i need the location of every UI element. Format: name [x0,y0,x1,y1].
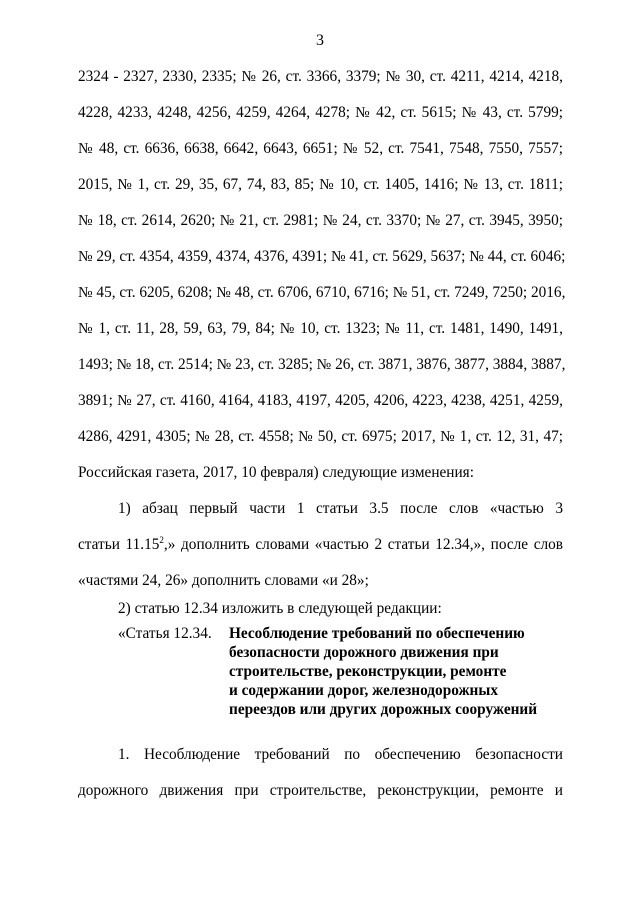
page-number: 3 [316,32,324,49]
article-title-line: безопасности дорожного движения при [229,644,499,661]
paragraph-line: дорожного движения при строительстве, реконструкции, ремонте и [78,782,563,799]
article-label: «Статья 12.34. [118,625,212,642]
article-title-line: переездов или других дорожных сооружений [229,701,538,718]
item-2-line: 2) статью 12.34 изложить в следующей редакции: [118,600,442,617]
paragraph-line: 1. Несоблюдение требований по обеспечению безопасности [118,746,563,763]
body-text-line: 4286, 4291, 4305; № 28, ст. 4558; № 50, ст. 6975; 2017, № 1, ст. 12, 31, 47; [78,428,563,445]
body-text-line: 1493; № 18, ст. 2514; № 23, ст. 3285; № 26, ст. 3871, 3876, 3877, 3884, 3887, [78,356,566,373]
body-text-line: № 48, ст. 6636, 6638, 6642, 6643, 6651; № 52, ст. 7541, 7548, 7550, 7557; [78,140,563,157]
body-text-line: 3891; № 27, ст. 4160, 4164, 4183, 4197, 4205, 4206, 4223, 4238, 4251, 4259, [78,392,563,409]
body-text-line: 4228, 4233, 4248, 4256, 4259, 4264, 4278; № 42, ст. 5615; № 43, ст. 5799; [78,104,563,121]
article-title-line: и содержании дорог, железнодорожных [229,682,498,699]
body-text-line: 2015, № 1, ст. 29, 35, 67, 74, 83, 85; № 10, ст. 1405, 1416; № 13, ст. 1811; [78,176,563,193]
body-text-line: № 29, ст. 4354, 4359, 4374, 4376, 4391; № 41, ст. 5629, 5637; № 44, ст. 6046; [78,248,566,265]
body-text-line: 2324 - 2327, 2330, 2335; № 26, ст. 3366, 3379; № 30, ст. 4211, 4214, 4218, [78,68,563,85]
body-text-line: № 18, ст. 2614, 2620; № 21, ст. 2981; № 24, ст. 3370; № 27, ст. 3945, 3950; [78,212,563,229]
item-1-line: 1) абзац первый части 1 статьи 3.5 после слов «частью 3 [118,500,563,517]
item-1-line [78,535,563,555]
article-title-line: Несоблюдение требований по обеспечению [229,625,525,642]
body-text-line: № 45, ст. 6205, 6208; № 48, ст. 6706, 6710, 6716; № 51, ст. 7249, 7250; 2016, [78,284,566,301]
superscript: 2 [159,535,164,545]
item-1-line: «частями 24, 26» дополнить словами «и 28»; [78,572,369,589]
body-text-line: № 1, ст. 11, 28, 59, 63, 79, 84; № 10, ст. 1323; № 11, ст. 1481, 1490, 1491, [78,320,563,337]
item-1-text: ,» дополнить словами «частью 2 статьи 12.34,», после слов [163,536,564,553]
item-1-text: статьи 11.15 [78,536,160,553]
article-title [229,624,559,719]
body-text-line: Российская газета, 2017, 10 февраля) следующие изменения: [78,464,474,481]
article-title-line: строительстве, реконструкции, ремонте [229,663,507,680]
